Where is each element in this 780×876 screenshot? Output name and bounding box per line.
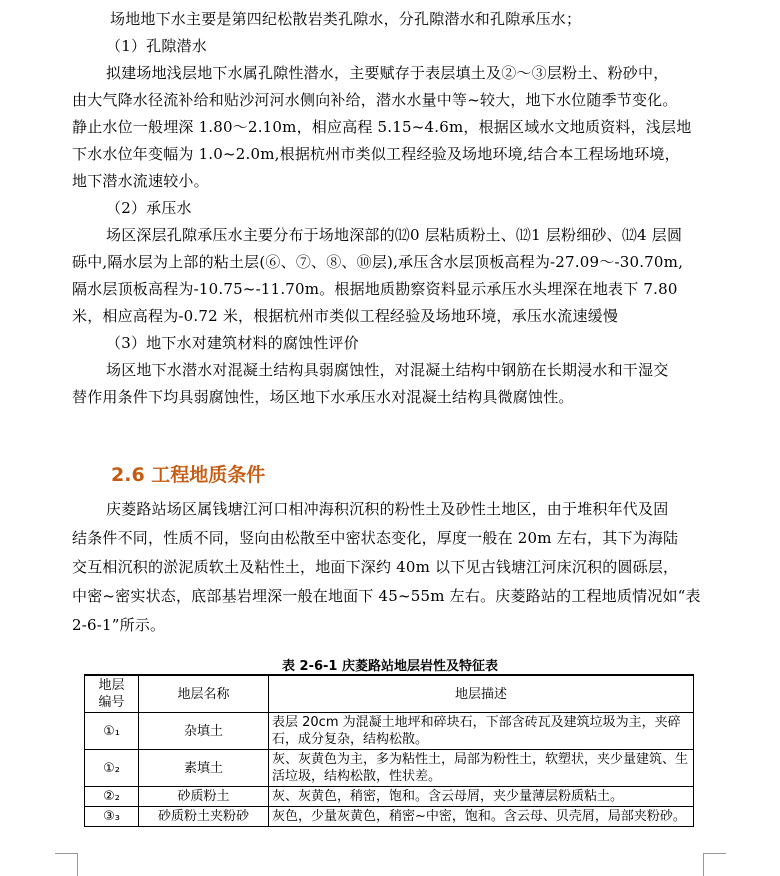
header-layer-id: 地层 编号 [85, 675, 139, 713]
page-corner-mark [703, 853, 726, 876]
paragraph-line: 米，相应高程为-0.72 米，根据杭州市类似工程经验及场地环境，承压水流速缓慢 [72, 307, 619, 325]
groundwater-section [72, 6, 704, 411]
paragraph-line: 交互相沉积的淤泥质软土及粘性土，地面下深约 40m 以下见古钱塘江河床沉积的圆砾层， [72, 558, 679, 576]
layer-name: 杂填土 [139, 713, 269, 750]
layer-id: ①₂ [85, 750, 139, 787]
layer-name: 砂质粉土夹粉砂 [139, 807, 269, 827]
layer-id: ②₂ [85, 787, 139, 807]
subheading-confined: （2）承压水 [106, 199, 192, 217]
layer-name: 素填土 [139, 750, 269, 787]
table-row [85, 787, 694, 807]
paragraph-line: 隔水层顶板高程为-10.75~-11.70m。根据地质勘察资料显示承压水头埋深在地表下 7.80 [72, 280, 678, 298]
section-heading: 2.6 工程地质条件 [111, 464, 266, 486]
paragraph-line: 砾中,隔水层为上部的粘土层(⑥、⑦、⑧、⑩层),承压含水层顶板高程为-27.09～-30.70m, [72, 253, 684, 271]
subheading-corrosion: （3）地下水对建筑材料的腐蚀性评价 [106, 334, 359, 352]
paragraph-line: 替作用条件下均具弱腐蚀性，场区地下水承压水对混凝土结构具微腐蚀性。 [72, 388, 574, 406]
table-header-row [85, 675, 694, 713]
geology-section [72, 495, 704, 640]
header-layer-desc: 地层描述 [269, 675, 694, 713]
strata-table [84, 674, 694, 827]
table-row [85, 713, 694, 750]
paragraph-line: 由大气降水径流补给和贴沙河河水侧向补给，潜水水量中等~较大，地下水位随季节变化。 [72, 91, 678, 109]
paragraph-line: 2-6-1”所示。 [72, 616, 166, 634]
layer-desc: 灰、灰黄色为主，多为粘性土，局部为粉性土，软塑状，夹少量建筑、生活垃圾，结构松散，性状差。 [269, 750, 694, 787]
layer-id: ③₃ [85, 807, 139, 827]
layer-desc: 灰色，少量灰黄色，稍密~中密，饱和。含云母、贝壳屑，局部夹粉砂。 [269, 807, 694, 827]
subheading-phreatic: （1）孔隙潜水 [106, 37, 207, 55]
header-layer-name: 地层名称 [139, 675, 269, 713]
paragraph-line: 场区地下水潜水对混凝土结构具弱腐蚀性，对混凝土结构中钢筋在长期浸水和干湿交 [106, 361, 669, 379]
layer-desc: 灰、灰黄色，稍密，饱和。含云母屑，夹少量薄层粉质粘土。 [269, 787, 694, 807]
paragraph-line: 场地地下水主要是第四纪松散岩类孔隙水，分孔隙潜水和孔隙承压水； [110, 10, 582, 28]
table-row [85, 807, 694, 827]
paragraph-line: 场区深层孔隙承压水主要分布于场地深部的⑿0 层粘质粉土、⑿1 层粉细砂、⑿4 层圆 [106, 226, 683, 244]
table-caption: 表 2-6-1 庆菱路站地层岩性及特征表 [282, 659, 498, 674]
paragraph-line: 下水水位年变幅为 1.0~2.0m,根据杭州市类似工程经验及场地环境,结合本工程场地环境， [72, 145, 680, 163]
paragraph-line: 结条件不同，性质不同，竖向由松散至中密状态变化，厚度一般在 20m 左右，其下为海陆 [72, 529, 679, 547]
table-row [85, 750, 694, 787]
paragraph-line: 庆菱路站场区属钱塘江河口相冲海积沉积的粉性土及砂性土地区，由于堆积年代及固 [106, 500, 669, 518]
paragraph-line: 拟建场地浅层地下水属孔隙性潜水，主要赋存于表层填土及②～③层粉土、粉砂中， [106, 64, 669, 82]
layer-desc: 表层 20cm 为混凝土地坪和碎块石，下部含砖瓦及建筑垃圾为主，夹碎石，成分复杂，结构松散。 [269, 713, 694, 750]
paragraph-line: 中密~密实状态，底部基岩埋深一般在地面下 45~55m 左右。庆菱路站的工程地质情况如“表 [72, 587, 701, 605]
layer-id: ①₁ [85, 713, 139, 750]
paragraph-line: 静止水位一般埋深 1.80～2.10m，相应高程 5.15~4.6m，根据区域水文地质资料，浅层地 [72, 118, 692, 136]
paragraph-line: 地下潜水流速较小。 [72, 172, 209, 190]
layer-name: 砂质粉土 [139, 787, 269, 807]
page-corner-mark [55, 853, 78, 876]
